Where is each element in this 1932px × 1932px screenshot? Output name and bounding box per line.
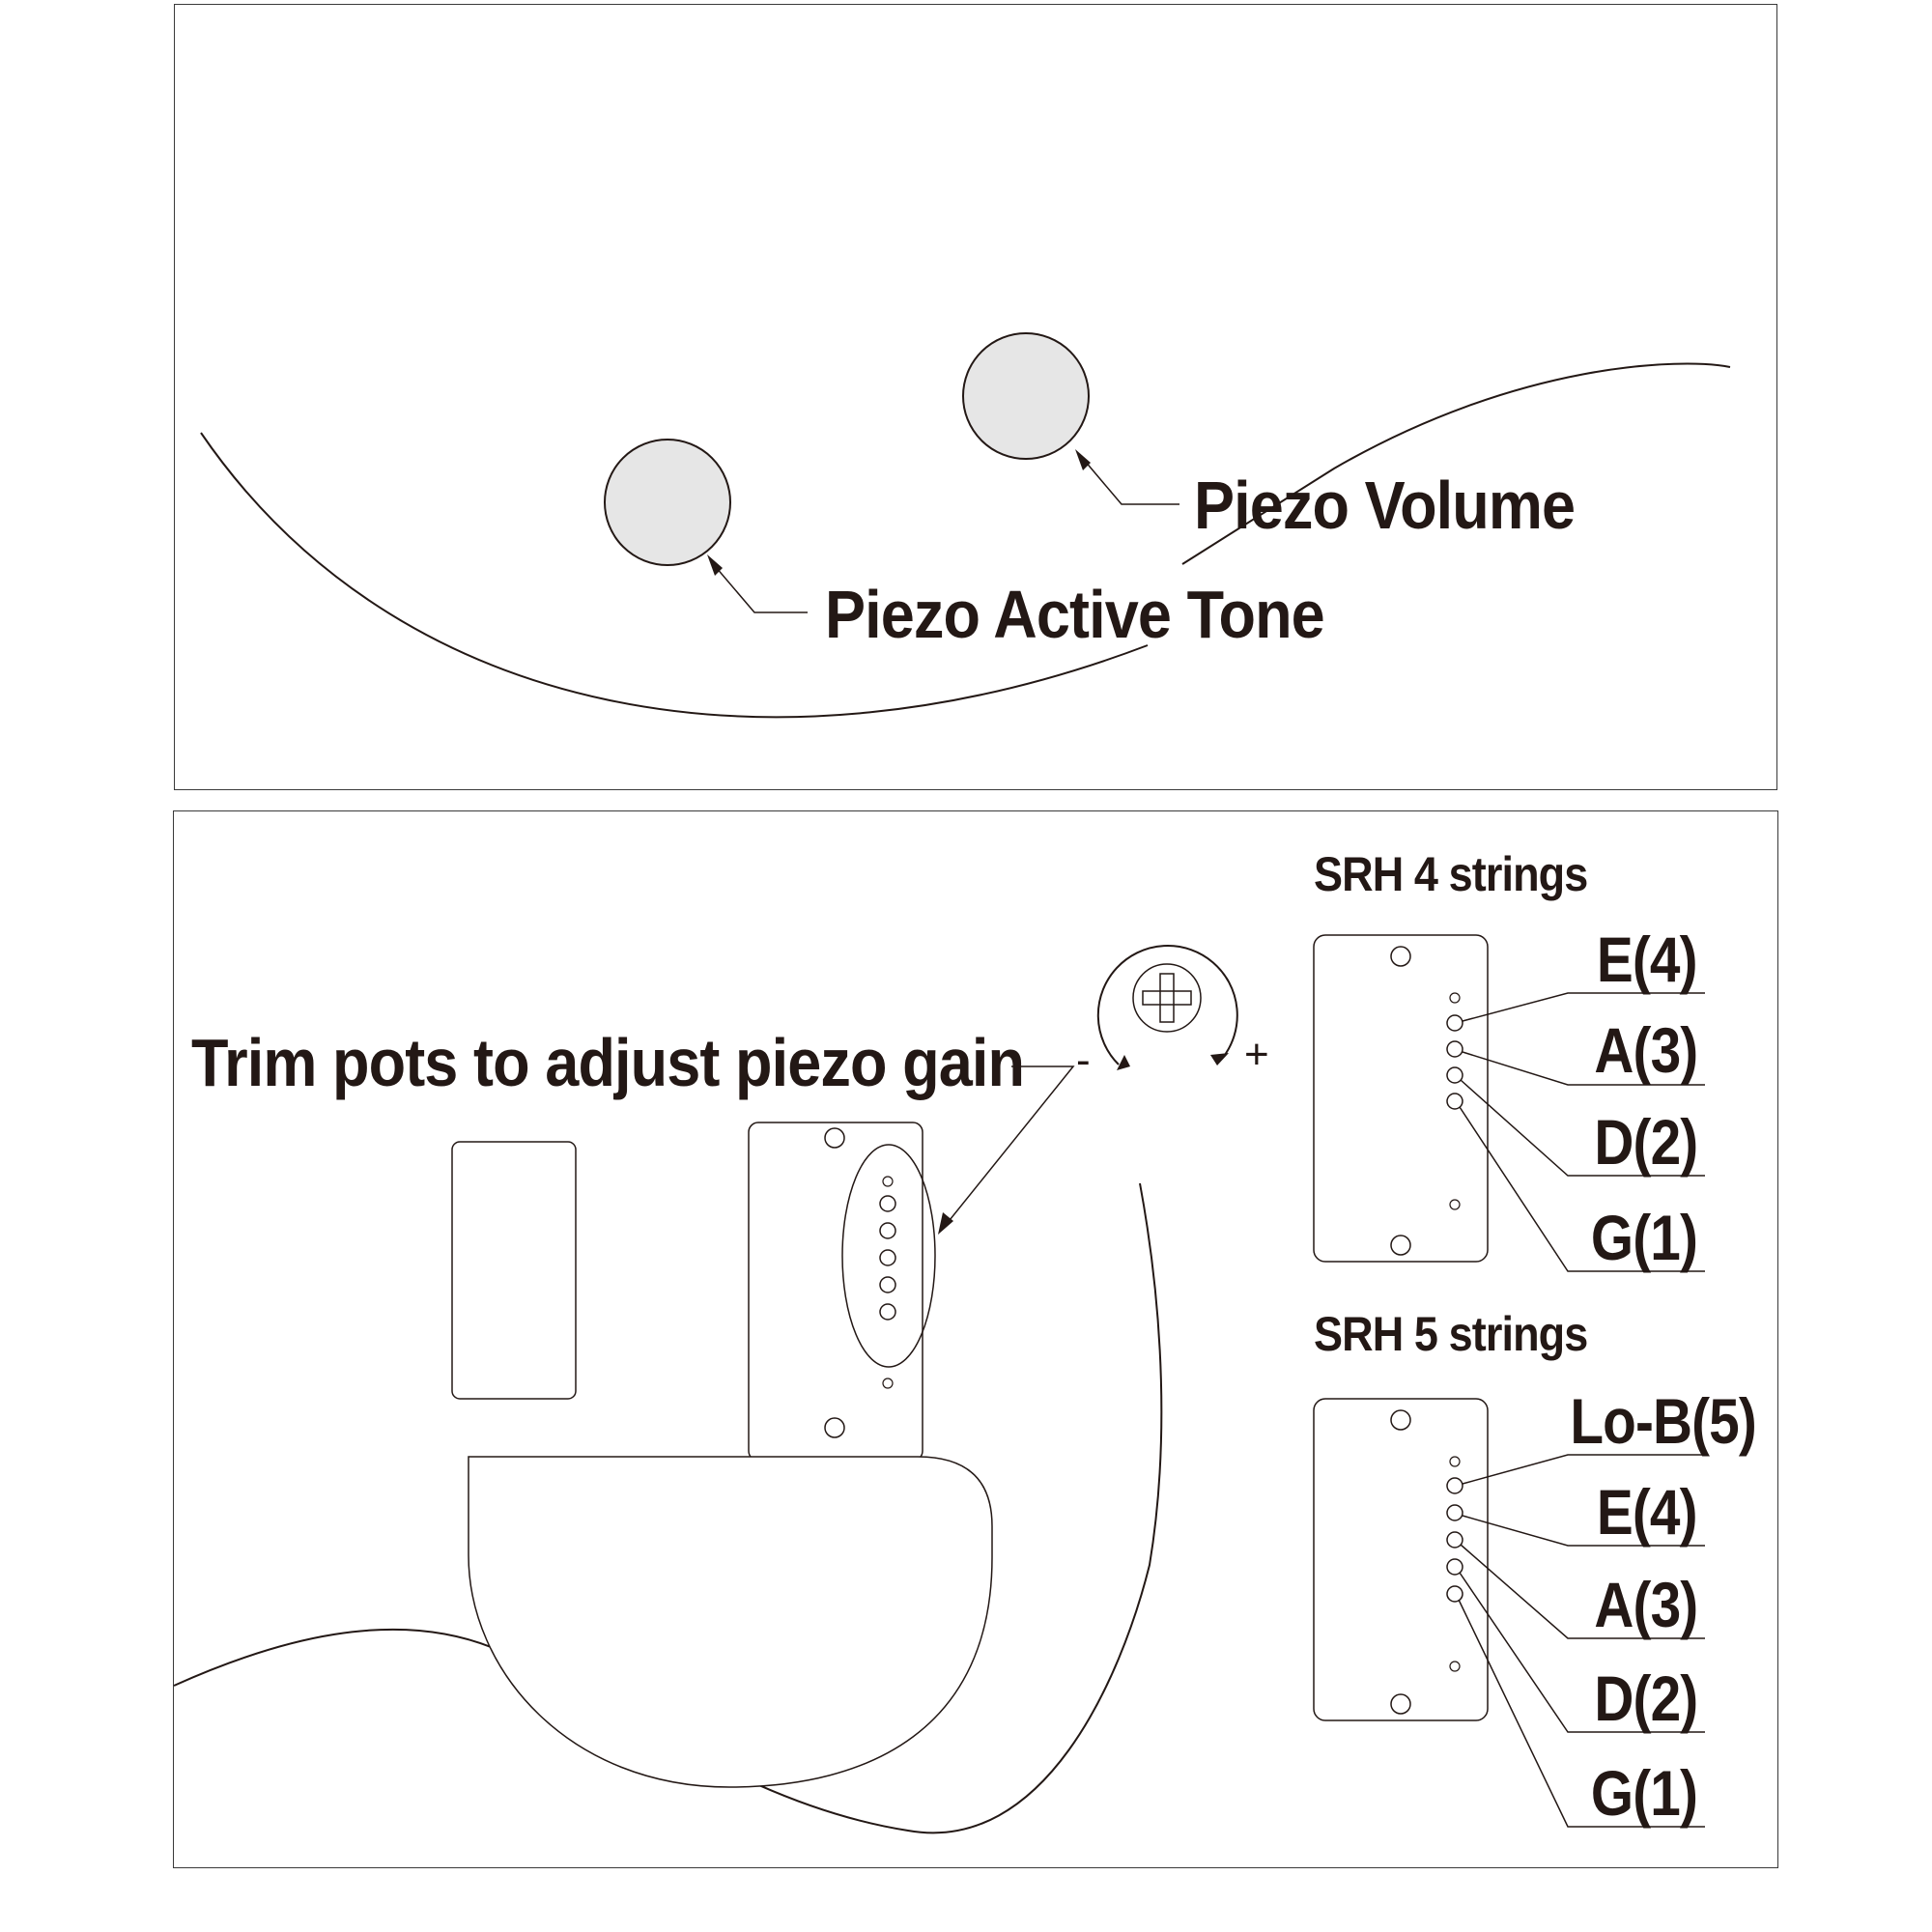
srh4-pot-a	[1447, 1041, 1463, 1057]
volume-leader-arrowhead	[1075, 449, 1091, 470]
srh4-small-hole	[1450, 993, 1460, 1003]
plus-sign: +	[1244, 1031, 1269, 1078]
srh5-pot-e	[1447, 1505, 1463, 1520]
srh4-string-g: G(1)	[1590, 1202, 1697, 1273]
srh5-string-d: D(2)	[1594, 1662, 1697, 1734]
piezo-active-tone-label: Piezo Active Tone	[825, 577, 1324, 652]
srh4-pot-g	[1447, 1094, 1463, 1109]
srh5-string-e: E(4)	[1597, 1476, 1697, 1548]
srh4-string-d: D(2)	[1594, 1106, 1697, 1178]
srh5-string-lob: Lo-B(5)	[1570, 1385, 1756, 1457]
srh5-string-g: G(1)	[1590, 1757, 1697, 1829]
srh5-screw-bottom	[1391, 1694, 1410, 1714]
trim-pots-label: Trim pots to adjust piezo gain	[191, 1025, 1025, 1100]
piezo-volume-knob	[963, 333, 1089, 459]
top-panel	[174, 4, 1777, 790]
srh4-screw-bottom	[1391, 1236, 1410, 1255]
srh5-small-hole-bottom	[1450, 1662, 1460, 1671]
srh4-screw-top	[1391, 947, 1410, 966]
top-panel-drawing	[175, 5, 1778, 791]
tone-leader-line	[710, 560, 808, 612]
trim-leader-arrowhead	[938, 1212, 953, 1235]
srh5-screw-top	[1391, 1410, 1410, 1430]
control-cavity-cover	[469, 1457, 992, 1787]
piezo-volume-label: Piezo Volume	[1194, 468, 1576, 543]
bridge-plate	[749, 1122, 923, 1461]
srh4-string-e: E(4)	[1597, 923, 1697, 995]
srh5-pot-lob	[1447, 1478, 1463, 1493]
srh5-title: SRH 5 strings	[1314, 1307, 1588, 1361]
srh4-title: SRH 4 strings	[1314, 847, 1588, 901]
srh4-string-a: A(3)	[1594, 1014, 1697, 1086]
volume-leader-line	[1079, 454, 1179, 504]
srh5-pot-g	[1447, 1586, 1463, 1602]
srh5-small-hole	[1450, 1457, 1460, 1466]
srh4-pot-e	[1447, 1015, 1463, 1031]
neck-pickup	[452, 1142, 576, 1399]
minus-sign: -	[1076, 1037, 1091, 1084]
srh5-plate	[1314, 1399, 1488, 1720]
piezo-tone-knob	[605, 440, 730, 565]
bottom-panel	[173, 810, 1778, 1868]
srh4-small-hole-bottom	[1450, 1200, 1460, 1209]
screw-adjust-icon	[1098, 946, 1237, 1070]
srh5-string-a: A(3)	[1594, 1569, 1697, 1640]
